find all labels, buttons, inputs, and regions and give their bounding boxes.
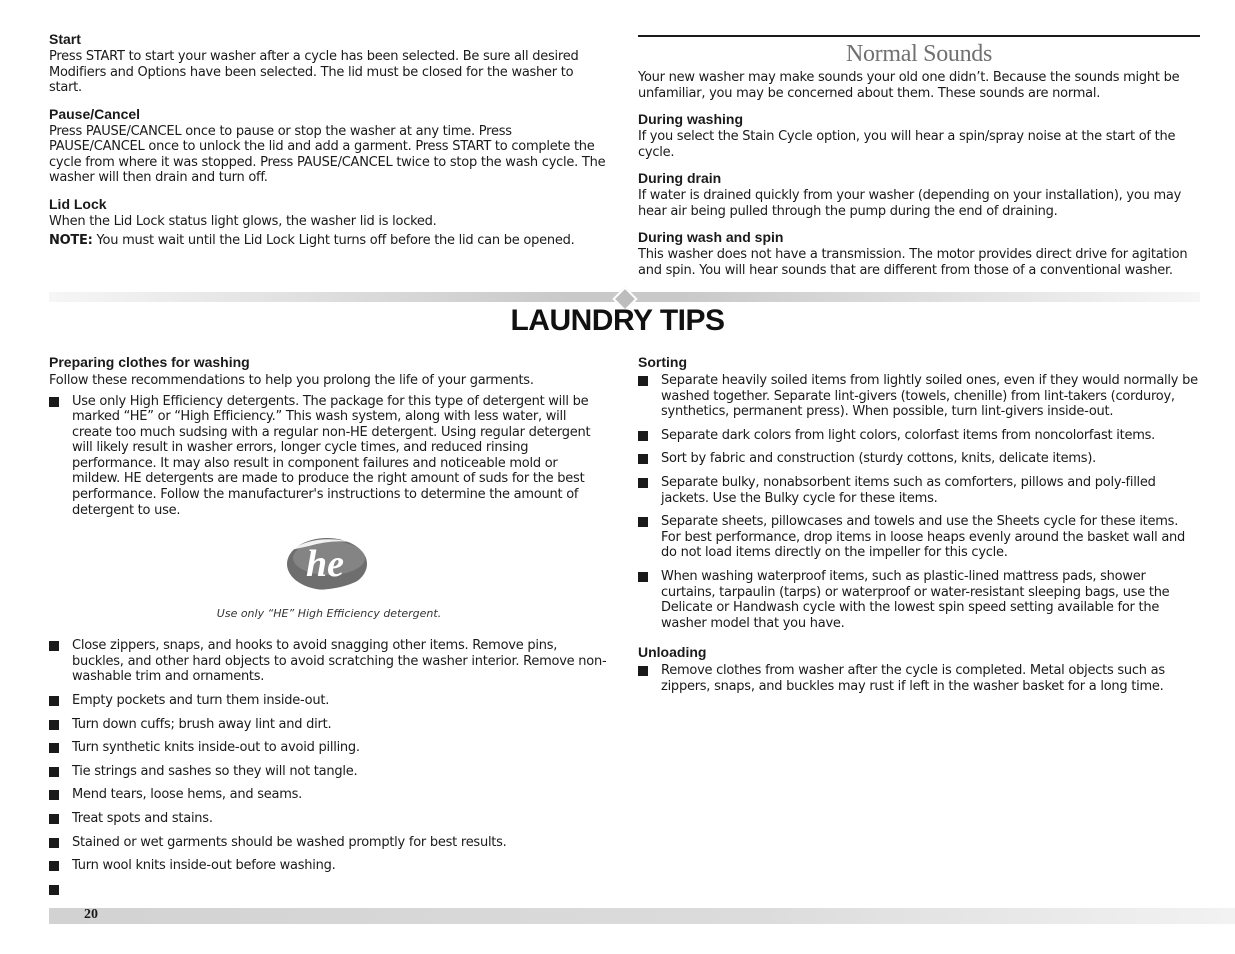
list-item <box>49 394 609 519</box>
square-bullet-icon <box>49 861 59 871</box>
square-bullet-icon <box>49 838 59 848</box>
bullet-text: Separate heavily soiled items from lightly soiled ones, even if they would normally be washed together. Separate lint-givers (towels, chenille) from lint-takers (corduroy, synthetics, permanent press). When possible, turn lint-givers inside-out. <box>661 373 1198 420</box>
square-bullet-icon <box>49 767 59 777</box>
bullet-text: Stained or wet garments should be washed promptly for best results. <box>72 834 507 850</box>
during-washing-heading: During washing <box>638 111 743 127</box>
sorting-list <box>638 373 1200 631</box>
list-item <box>638 514 1200 561</box>
note-label: NOTE: <box>49 233 93 248</box>
square-bullet-icon <box>49 397 59 407</box>
normal-sounds-intro-block <box>638 70 1200 101</box>
list-item <box>49 858 609 874</box>
bullet-text: Close zippers, snaps, and hooks to avoid snagging other items. Remove pins, buckles, and other hard objects to avoid scratching the washer interior. Remove non-washable trim and ornaments. <box>72 638 607 685</box>
normal-sounds-intro: Your new washer may make sounds your old one didn’t. Because the sounds might be unfamiliar, you may be concerned about them. These sounds are normal. <box>638 70 1180 101</box>
footer-bar <box>49 908 1235 924</box>
unloading-heading: Unloading <box>638 644 707 661</box>
start-heading: Start <box>49 31 81 47</box>
during-washing-section <box>638 110 1200 160</box>
list-item <box>49 740 609 756</box>
list-item <box>638 451 1200 467</box>
wash-spin-heading: During wash and spin <box>638 229 784 245</box>
bullet-text: Turn wool knits inside-out before washing. <box>72 858 336 874</box>
square-bullet-icon <box>49 743 59 753</box>
controls-section <box>49 30 609 258</box>
he-logo <box>49 536 609 599</box>
preparing-intro: Follow these recommendations to help you prolong the life of your garments. <box>49 373 534 388</box>
square-bullet-icon <box>49 885 59 895</box>
during-drain-section <box>638 169 1200 219</box>
page-number: 20 <box>84 907 98 922</box>
square-bullet-icon <box>49 720 59 730</box>
lid-lock-note <box>49 233 609 249</box>
wash-spin-text: This washer does not have a transmission. The motor provides direct drive for agitation and spin. You will hear sounds that are different from those of a conventional washer. <box>638 247 1188 278</box>
bullet-text: Separate dark colors from light colors, colorfast items from noncolorfast items. <box>661 427 1156 443</box>
normal-sounds-title: Normal Sounds <box>845 41 993 67</box>
bullet-text: Empty pockets and turn them inside-out. <box>72 693 330 709</box>
list-item <box>49 787 609 803</box>
square-bullet-icon <box>638 431 648 441</box>
list-item <box>49 811 609 827</box>
during-drain-text: If water is drained quickly from your washer (depending on your installation), you may hear air being pulled through the pump during the end of draining. <box>638 188 1182 219</box>
note-text: You must wait until the Lid Lock Light turns off before the lid can be opened. <box>92 233 575 248</box>
square-bullet-icon <box>638 454 648 464</box>
preparing-he-list <box>49 394 609 519</box>
bullet-text: Sort by fabric and construction (sturdy cottons, knits, delicate items). <box>661 451 1097 467</box>
list-item <box>49 693 609 709</box>
lid-lock-heading: Lid Lock <box>49 195 107 212</box>
list-item <box>638 663 1200 694</box>
square-bullet-icon <box>638 376 648 386</box>
square-bullet-icon <box>638 517 648 527</box>
preparing-section <box>49 353 609 882</box>
list-item <box>638 569 1200 631</box>
sorting-unloading-section <box>638 353 1200 703</box>
bullet-text: Turn down cuffs; brush away lint and dirt. <box>72 716 332 732</box>
list-item <box>49 717 609 733</box>
wash-spin-section <box>638 228 1200 278</box>
bullet-text: Remove clothes from washer after the cycle is completed. Metal objects such as zippers, snaps, and buckles may rust if left in the washer basket for a long time. <box>661 663 1165 694</box>
square-bullet-icon <box>49 696 59 706</box>
normal-sounds-section <box>638 35 1200 287</box>
bullet-text: Mend tears, loose hems, and seams. <box>72 787 303 803</box>
pause-heading: Pause/Cancel <box>49 105 141 122</box>
start-text: Press START to start your washer after a cycle has been selected. Be sure all desired Modifiers and Options have been selected. The lid must be closed for the washer to start. <box>49 49 579 95</box>
bullet-text: Use only High Efficiency detergents. The package for this type of detergent will be marked “HE” or “High Efficiency.” This wash system, along with less water, will create too much sudsing with a regular non-HE detergent. Using regular detergent will likely result in washer errors, longer cycle times, and reduced rinsing performance. It may also result in component failures and noticeable mold or mildew. HE detergents are made to produce the right amount of suds for the best performance. Follow the manufacturer's instructions to determine the amount of detergent to use. <box>72 393 591 518</box>
during-washing-text: If you select the Stain Cycle option, you will hear a spin/spray noise at the start of the cycle. <box>638 129 1176 160</box>
square-bullet-icon <box>638 478 648 488</box>
bullet-text: Separate bulky, nonabsorbent items such as comforters, pillows and poly-filled jackets. Use the Bulky cycle for these items. <box>661 474 1156 506</box>
lid-lock-section <box>49 195 609 249</box>
list-item <box>49 638 609 685</box>
lid-lock-text: When the Lid Lock status light glows, the washer lid is locked. <box>49 213 437 229</box>
list-item <box>638 373 1200 420</box>
bullet-text: When washing waterproof items, such as plastic-lined mattress pads, shower curtains, tarpaulin (tarps) or waterproof or water-resistant sleeping bags, use the Delicate or Handwash cycle with the lowest spin speed setting available for the washer model that you have. <box>661 568 1170 631</box>
list-item <box>638 428 1200 444</box>
bullet-text: Turn synthetic knits inside-out to avoid pilling. <box>72 740 360 756</box>
square-bullet-icon <box>49 790 59 800</box>
list-item <box>49 764 609 780</box>
bullet-text: Tie strings and sashes so they will not tangle. <box>72 763 358 779</box>
list-item <box>49 835 609 851</box>
preparing-list <box>49 638 609 874</box>
list-item <box>638 475 1200 506</box>
preparing-heading: Preparing clothes for washing <box>49 354 250 370</box>
sorting-heading: Sorting <box>638 354 687 370</box>
he-logo-icon <box>287 536 371 594</box>
bullet-text: Separate sheets, pillowcases and towels and use the Sheets cycle for these items. For best performance, drop items in loose heaps evenly around the basket wall and do not load items directly on the impeller for this cycle. <box>661 514 1186 561</box>
bullet-text: Treat spots and stains. <box>72 811 213 826</box>
pause-section <box>49 105 609 186</box>
top-rule <box>638 35 1200 37</box>
during-drain-heading: During drain <box>638 170 722 186</box>
page-title: LAUNDRY TIPS <box>510 304 725 337</box>
unloading-list <box>638 663 1200 694</box>
square-bullet-icon <box>49 641 59 651</box>
he-caption: Use only “HE” High Efficiency detergent. <box>216 607 442 621</box>
square-bullet-icon <box>638 666 648 676</box>
square-bullet-icon <box>638 572 648 582</box>
pause-text: Press PAUSE/CANCEL once to pause or stop the washer at any time. Press PAUSE/CANCEL once to unlock the lid and add a garment. Press START to complete the cycle from where it was stopped. Press PAUSE/CANCEL twice to stop the wash cycle. The washer will then drain and turn off. <box>49 123 606 185</box>
square-bullet-icon <box>49 814 59 824</box>
start-section <box>49 30 609 96</box>
he-logo-text: he <box>306 543 344 586</box>
